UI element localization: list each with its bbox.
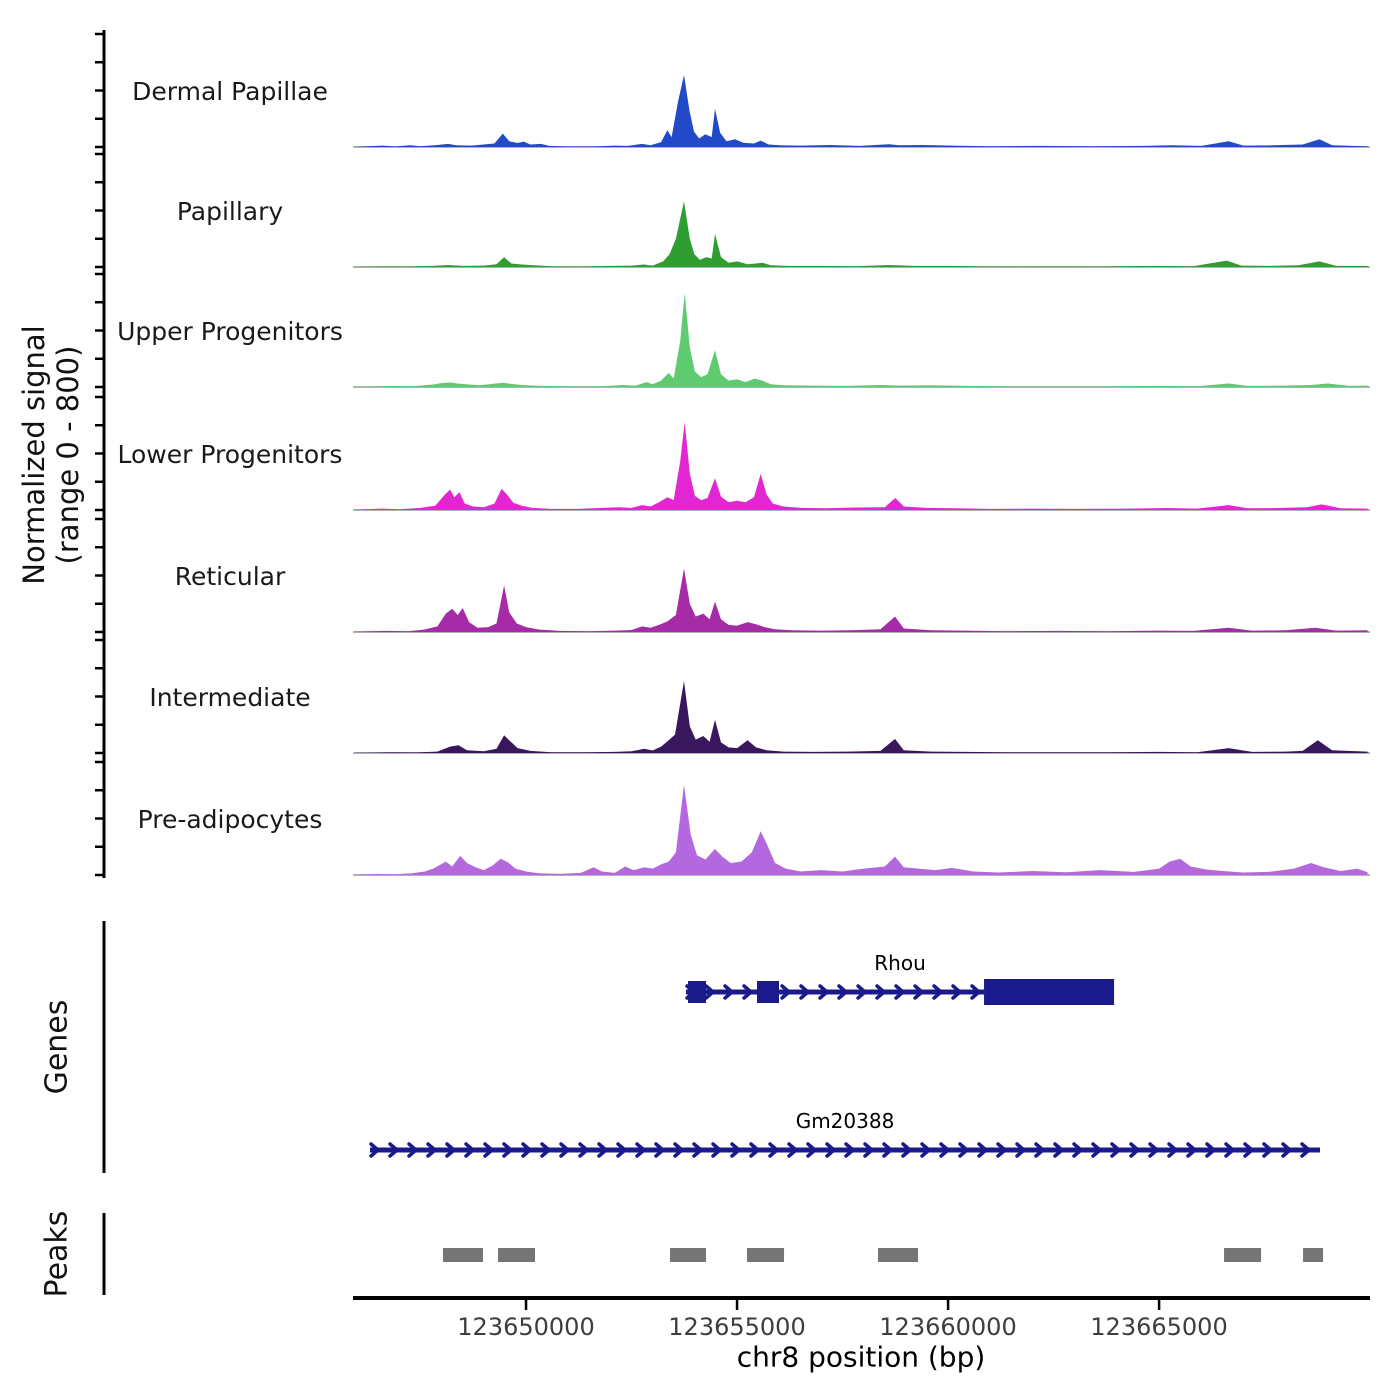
gene-label-rhou: Rhou	[874, 951, 926, 975]
peaks-section-label: Peaks	[39, 1210, 75, 1298]
track-label-reticular: Reticular	[174, 562, 286, 591]
x-axis-title: chr8 position (bp)	[736, 1340, 986, 1374]
x-axis-line	[353, 1296, 1370, 1300]
signal-area-reticular	[355, 568, 1368, 632]
track-label-lower-progenitors: Lower Progenitors	[117, 440, 343, 469]
y-axis-label	[17, 325, 85, 584]
peak-region-1	[443, 1248, 483, 1262]
peak-region-2	[498, 1248, 535, 1262]
peaks-axis-line	[103, 1213, 106, 1295]
signal-area-lower-progenitors	[355, 422, 1368, 510]
peak-region-7	[1303, 1248, 1323, 1262]
track-label-papillary: Papillary	[176, 197, 284, 226]
peak-region-6	[1224, 1248, 1261, 1262]
gene-exon-rhou-2	[757, 981, 779, 1003]
x-axis-tick-label-2: 123655000	[668, 1313, 806, 1341]
x-axis-tick-3	[947, 1300, 950, 1310]
peak-region-3	[670, 1248, 706, 1262]
peak-region-4	[747, 1248, 784, 1262]
signal-area-intermediate	[355, 681, 1368, 753]
track-label-pre-adipocytes: Pre-adipocytes	[137, 805, 323, 834]
x-axis-tick-2	[736, 1300, 739, 1310]
signal-area-pre-adipocytes	[355, 785, 1368, 875]
track-label-upper-progenitors: Upper Progenitors	[117, 317, 343, 346]
x-axis-tick-label-3: 123660000	[879, 1313, 1017, 1341]
track-label-intermediate: Intermediate	[149, 683, 311, 712]
peak-region-5	[878, 1248, 918, 1262]
gene-exon-rhou-3	[984, 979, 1114, 1005]
genes-section-label: Genes	[39, 999, 75, 1095]
genes-axis-line	[103, 921, 106, 1173]
y-axis-label-line1: Normalized signal	[17, 325, 51, 585]
x-axis-tick-1	[525, 1300, 528, 1310]
gene-exon-rhou-1	[688, 981, 706, 1003]
signal-area-papillary	[355, 201, 1368, 267]
x-axis-tick-label-1: 123650000	[457, 1313, 595, 1341]
signal-area-dermal-papillae	[355, 75, 1368, 147]
x-axis-tick-4	[1158, 1300, 1161, 1310]
x-axis-tick-label-4: 123665000	[1090, 1313, 1228, 1341]
signal-area-upper-progenitors	[355, 293, 1368, 387]
track-label-dermal-papillae: Dermal Papillae	[132, 77, 328, 106]
gene-label-gm20388: Gm20388	[795, 1109, 895, 1133]
y-axis-label-line2: (range 0 - 800)	[51, 345, 85, 565]
